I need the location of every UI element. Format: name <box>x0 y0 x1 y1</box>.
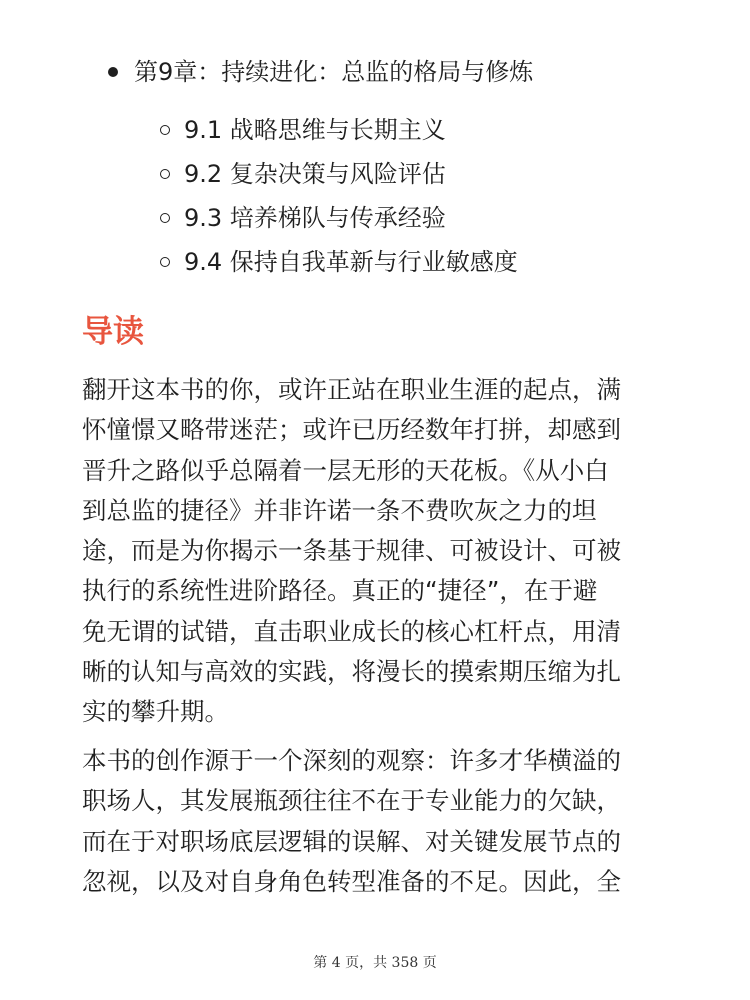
section-item <box>160 108 518 152</box>
text-line: 职场人，其发展瓶颈往往不在于专业能力的欠缺， <box>82 786 621 816</box>
section-item <box>160 196 518 240</box>
text-line: 忽视，以及对自身角色转型准备的不足。因此，全 <box>82 866 621 896</box>
section-label: 9.4 保持自我革新与行业敏感度 <box>184 248 518 276</box>
page-number-footer: 第 4 页，共 358 页 <box>313 955 437 971</box>
text-line: 怀憧憬又略带迷茫；或许已历经数年打拼，却感到 <box>82 415 621 445</box>
text-line: 晋升之路似乎总隔着一层无形的天花板。《从小白 <box>82 455 609 485</box>
section-label: 9.3 培养梯队与传承经验 <box>184 204 446 232</box>
section-item <box>160 240 518 284</box>
bullet-circle-icon <box>160 213 170 223</box>
section-heading: 导读 <box>82 314 144 350</box>
bullet-circle-icon <box>160 169 170 179</box>
text-line: 途，而是为你揭示一条基于规律、可被设计、可被 <box>82 536 621 566</box>
chapter-item <box>108 52 533 92</box>
section-label: 9.1 战略思维与长期主义 <box>184 116 446 144</box>
section-item <box>160 152 518 196</box>
text-line: 免无谓的试错，直击职业成长的核心杠杆点，用清 <box>82 616 621 646</box>
section-label: 9.2 复杂决策与风险评估 <box>184 160 446 188</box>
text-line: 晰的认知与高效的实践，将漫长的摸索期压缩为扎 <box>82 657 621 687</box>
paragraph-motivation <box>82 741 672 902</box>
text-line: 而在于对职场底层逻辑的误解、对关键发展节点的 <box>82 826 621 856</box>
chapter-title: 第9章：持续进化：总监的格局与修炼 <box>134 58 534 86</box>
paragraph-intro <box>82 370 672 733</box>
bullet-circle-icon <box>160 257 170 267</box>
text-line: 实的攀升期。 <box>82 697 229 727</box>
text-line: 到总监的捷径》并非许诺一条不费吹灰之力的坦 <box>82 495 597 525</box>
text-line: 执行的系统性进阶路径。真正的“捷径”，在于避 <box>82 576 598 606</box>
text-line: 本书的创作源于一个深刻的观察：许多才华横溢的 <box>82 746 621 775</box>
bullet-circle-icon <box>160 125 170 135</box>
bullet-disc-icon <box>108 67 118 77</box>
section-list <box>160 108 518 284</box>
text-line: 翻开这本书的你，或许正站在职业生涯的起点，满 <box>82 375 621 404</box>
